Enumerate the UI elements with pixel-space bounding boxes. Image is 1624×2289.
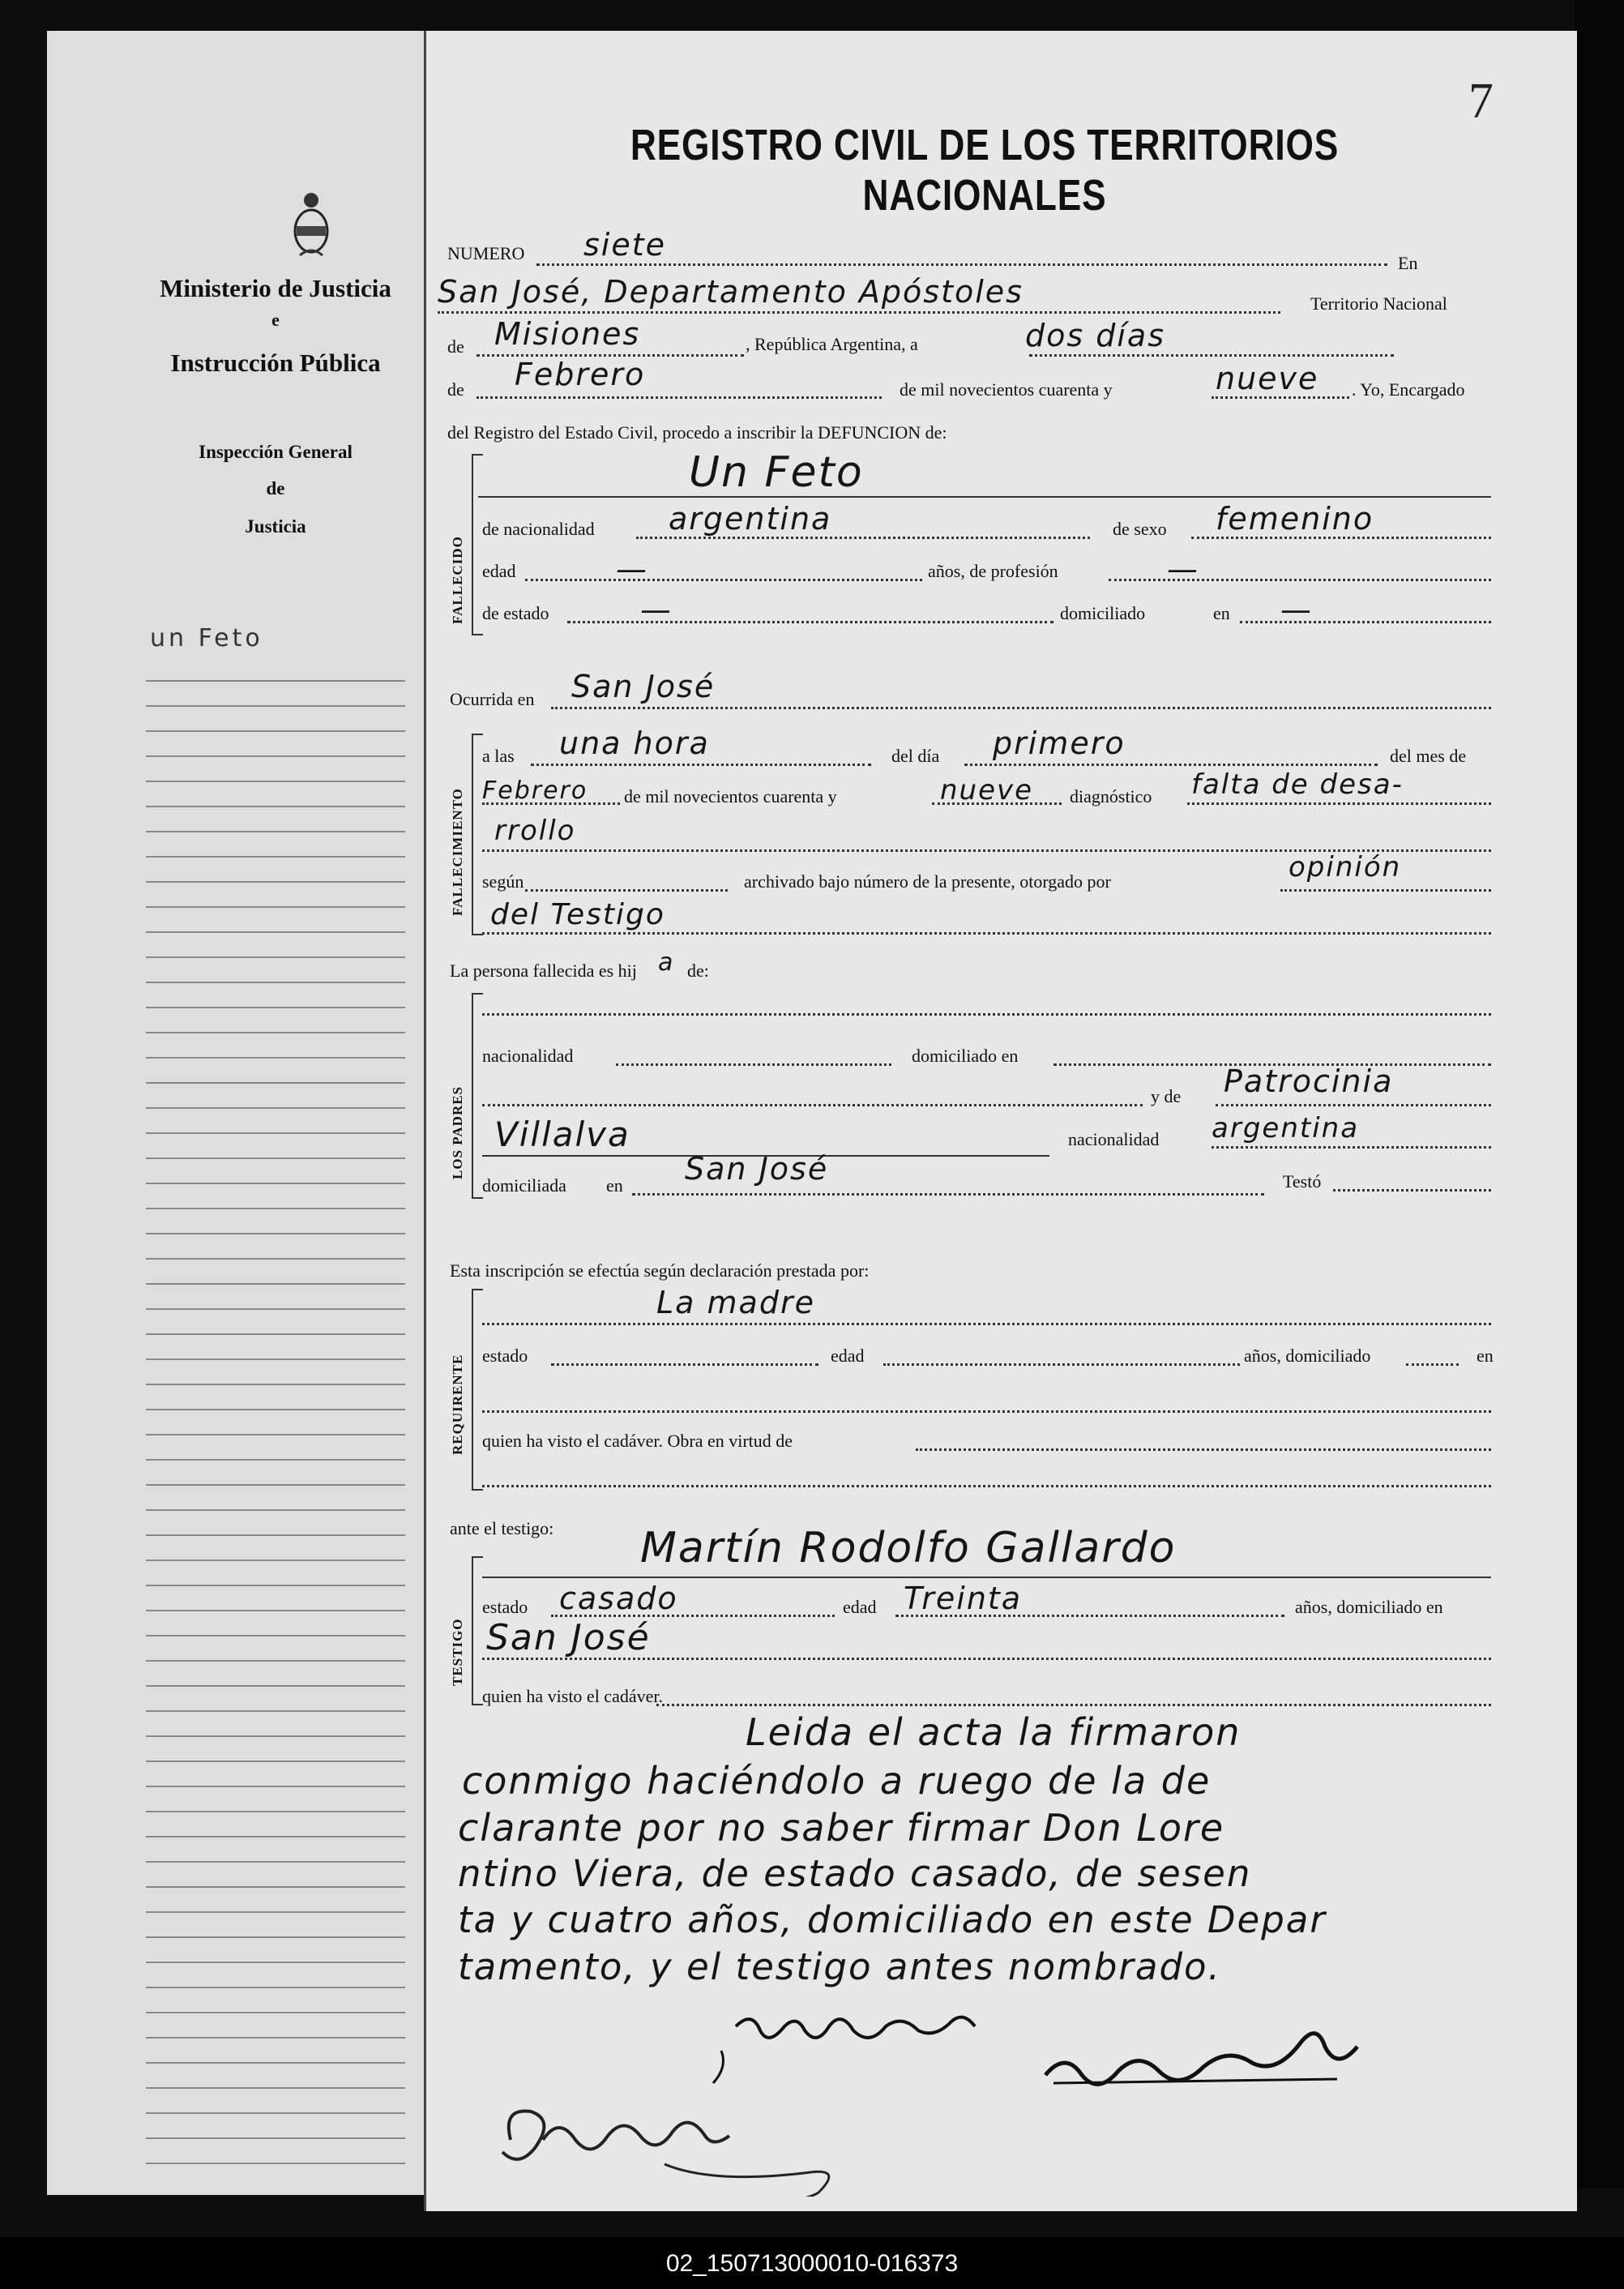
ante-testigo-label: ante el testigo: [450, 1518, 554, 1538]
otorgado-value-1: opinión [1289, 851, 1402, 884]
diagnostico-value-1: falta de desa- [1191, 768, 1404, 801]
signature-rodriguez [502, 2111, 829, 2197]
testo-line [1333, 1189, 1491, 1192]
nacionalidad-value: argentina [669, 501, 832, 537]
segun-label: según [482, 871, 524, 892]
madre-domicilio-value: San José [685, 1151, 829, 1187]
ocurrida-value: San José [571, 669, 716, 704]
closing-line-3: clarante por no saber firmar Don Lore [458, 1806, 1225, 1850]
domiciliado-label: domiciliado [1060, 603, 1146, 623]
ministry-line-3: Instrucción Pública [170, 349, 381, 377]
requirente-bracket [472, 1289, 483, 1491]
dia-line [964, 764, 1378, 766]
testigo-visto-line [656, 1704, 1491, 1706]
fallecido-section-label: FALLECIDO [450, 536, 465, 624]
mes-value: Febrero [482, 777, 588, 805]
numero-value: siete [583, 227, 667, 263]
testigo-domicilio-value: San José [486, 1617, 651, 1658]
testigo-name-line [482, 1577, 1491, 1578]
ministry-line-1: Ministerio de Justicia [160, 274, 391, 302]
madre-domicilio-line [632, 1193, 1264, 1196]
padres-bracket [472, 993, 483, 1199]
profesion-line [1109, 579, 1491, 581]
domicilio-line [1240, 621, 1491, 623]
margin-note: un Feto [150, 624, 263, 652]
requirente-estado-label: estado [482, 1346, 528, 1366]
year-label: de mil novecientos cuarenta y [900, 379, 1113, 400]
del-dia-label: del día [891, 746, 940, 766]
domicilio-value: — [1280, 592, 1313, 627]
otorgado-value-2: del Testigo [490, 898, 665, 931]
requirente-estado-line [551, 1363, 818, 1366]
madre-nacionalidad-value: argentina [1212, 1112, 1360, 1144]
numero-label: NUMERO [447, 243, 525, 263]
fallecimiento-section-label: FALLECIMIENTO [450, 788, 465, 916]
del-mes-label: del mes de [1390, 746, 1467, 766]
profesion-value: — [1167, 551, 1199, 587]
closing-line-6: tamento, y el testigo antes nombrado. [458, 1945, 1221, 1988]
sexo-label: de sexo [1113, 519, 1167, 539]
testigo-anos-label: años, domiciliado en [1295, 1597, 1443, 1617]
fallecido-name-line [478, 496, 1491, 498]
madre-nacionalidad-line [1212, 1146, 1491, 1149]
fallecimiento-bracket [472, 734, 483, 935]
padre-domicilio-line-2 [482, 1104, 1143, 1106]
book-spine [1575, 0, 1624, 2188]
diagnostico-line [1187, 802, 1491, 805]
requirente-name-line [482, 1323, 1491, 1325]
hora-value: una hora [559, 725, 710, 761]
edad-value: — [616, 551, 648, 587]
padre-name-line [482, 1013, 1491, 1016]
territorio-label: Territorio Nacional [1310, 293, 1447, 314]
year-line [1212, 396, 1349, 399]
fallecido-name: Un Feto [689, 448, 864, 497]
requirente-domicilio-line [1406, 1363, 1459, 1366]
madre-line-1 [1216, 1104, 1491, 1106]
a-las-label: a las [482, 746, 515, 766]
ocurrida-label: Ocurrida en [450, 689, 535, 709]
testo-label: Testó [1283, 1171, 1322, 1192]
anos-profesion-label: años, de profesión [928, 561, 1058, 581]
testigo-estado-value: casado [559, 1581, 678, 1616]
testigo-estado-label: estado [482, 1597, 528, 1617]
madre-value-1: Patrocinia [1224, 1063, 1394, 1099]
sexo-line [1191, 537, 1491, 539]
de2-label: de [447, 379, 464, 400]
testigo-name: Martín Rodolfo Gallardo [640, 1524, 1177, 1572]
padres-section-label: LOS PADRES [450, 1085, 465, 1179]
fallecido-bracket [472, 454, 483, 635]
edad-line [525, 579, 922, 581]
sexo-value: femenino [1216, 501, 1374, 537]
yo-label: . Yo, Encargado [1352, 379, 1465, 400]
segun-line [525, 889, 728, 892]
hija-label: La persona fallecida es hij [450, 961, 637, 981]
day-line [1029, 354, 1394, 357]
month-value: Febrero [515, 357, 646, 392]
padre-nacionalidad-line [616, 1063, 891, 1066]
testigo-section-label: TESTIGO [450, 1618, 465, 1686]
territory-value: Misiones [494, 316, 641, 352]
de-label: de [447, 336, 464, 357]
declaracion-label: Esta inscripción se efectúa según declaración prestada por: [450, 1260, 870, 1281]
testigo-visto-label: quien ha visto el cadáver. [482, 1686, 663, 1706]
day-value: dos días [1025, 318, 1166, 353]
hora-line [531, 764, 871, 766]
requirente-edad-line [883, 1363, 1240, 1366]
domiciliada-en-label: en [606, 1175, 623, 1196]
testigo-edad-value: Treinta [904, 1581, 1023, 1616]
inspection-line-3: Justicia [245, 516, 306, 537]
fallecido-en-label: en [1213, 603, 1230, 623]
requirente-anos-label: años, domiciliado [1244, 1346, 1371, 1366]
requirente-section-label: REQUIRENTE [450, 1354, 465, 1455]
month-line [477, 396, 882, 399]
numero-line [536, 263, 1387, 266]
hija-de-label: de: [687, 961, 709, 981]
requirente-visto-line-2 [482, 1485, 1491, 1487]
testigo-edad-label: edad [843, 1597, 877, 1617]
coat-of-arms-icon [290, 189, 332, 262]
requirente-en-label: en [1477, 1346, 1494, 1366]
y-de-label: y de [1151, 1086, 1182, 1106]
diagnostico-label: diagnóstico [1070, 786, 1152, 806]
year-value: nueve [1216, 361, 1319, 396]
closing-line-1: Leida el acta la firmaron [746, 1710, 1242, 1754]
page-number: 7 [1468, 74, 1494, 129]
ocurrida-line [551, 707, 1491, 709]
requirente-edad-label: edad [831, 1346, 865, 1366]
requirente-domicilio-line-2 [482, 1410, 1491, 1413]
nacionalidad-label: de nacionalidad [482, 519, 595, 539]
inspection-line-2: de [266, 478, 285, 498]
estado-value: — [640, 592, 673, 627]
otorgado-line-2 [482, 932, 1491, 935]
diagnostico-value-2: rrollo [494, 815, 576, 847]
madre-value-2: Villalva [494, 1115, 630, 1154]
madre-nacionalidad-label: nacionalidad [1068, 1129, 1160, 1149]
signatures [478, 2002, 1556, 2197]
place-value: San José, Departamento Apóstoles [438, 274, 1024, 310]
inspection-line-1: Inspección General [199, 442, 353, 462]
edad-label: edad [482, 561, 516, 581]
fallecimiento-year-value: nueve [940, 774, 1034, 806]
place-line [438, 311, 1280, 314]
estado-label: de estado [482, 603, 549, 623]
margin-ruled-lines [146, 657, 405, 2164]
archivado-label: archivado bajo número de la presente, otorgado por [744, 871, 1111, 892]
domiciliada-label: domiciliada [482, 1175, 566, 1196]
requirente-visto-line [916, 1448, 1491, 1451]
hija-suffix: a [658, 948, 675, 977]
page-title: REGISTRO CIVIL DE LOS TERRITORIOS NACIONALES [630, 121, 1340, 220]
intro-text: del Registro del Estado Civil, procedo a inscribir la DEFUNCION de: [447, 422, 947, 443]
en-label: En [1398, 253, 1418, 273]
signature-laurentino [713, 2017, 975, 2083]
padre-domiciliado-label: domiciliado en [912, 1046, 1019, 1066]
requirente-name: La madre [656, 1285, 815, 1320]
closing-line-2: conmigo haciéndolo a ruego de la de [462, 1759, 1212, 1803]
testigo-bracket [472, 1556, 483, 1705]
requirente-visto-label: quien ha visto el cadáver. Obra en virtud de [482, 1431, 793, 1451]
fallecimiento-year-label: de mil novecientos cuarenta y [624, 786, 837, 806]
closing-line-5: ta y cuatro años, domiciliado en este Depar [458, 1898, 1327, 1941]
dia-value: primero [993, 725, 1126, 761]
republica-label: , República Argentina, a [746, 334, 918, 354]
closing-line-4: ntino Viera, de estado casado, de sesen [458, 1852, 1252, 1895]
signature-gallardo [1045, 2034, 1357, 2085]
footer-image-id: 02_150713000010-016373 [665, 2250, 959, 2277]
nacionalidad-line [636, 537, 1090, 539]
otorgado-line [1280, 889, 1491, 892]
ministry-line-2: e [271, 310, 280, 330]
padre-nacionalidad-label: nacionalidad [482, 1046, 574, 1066]
